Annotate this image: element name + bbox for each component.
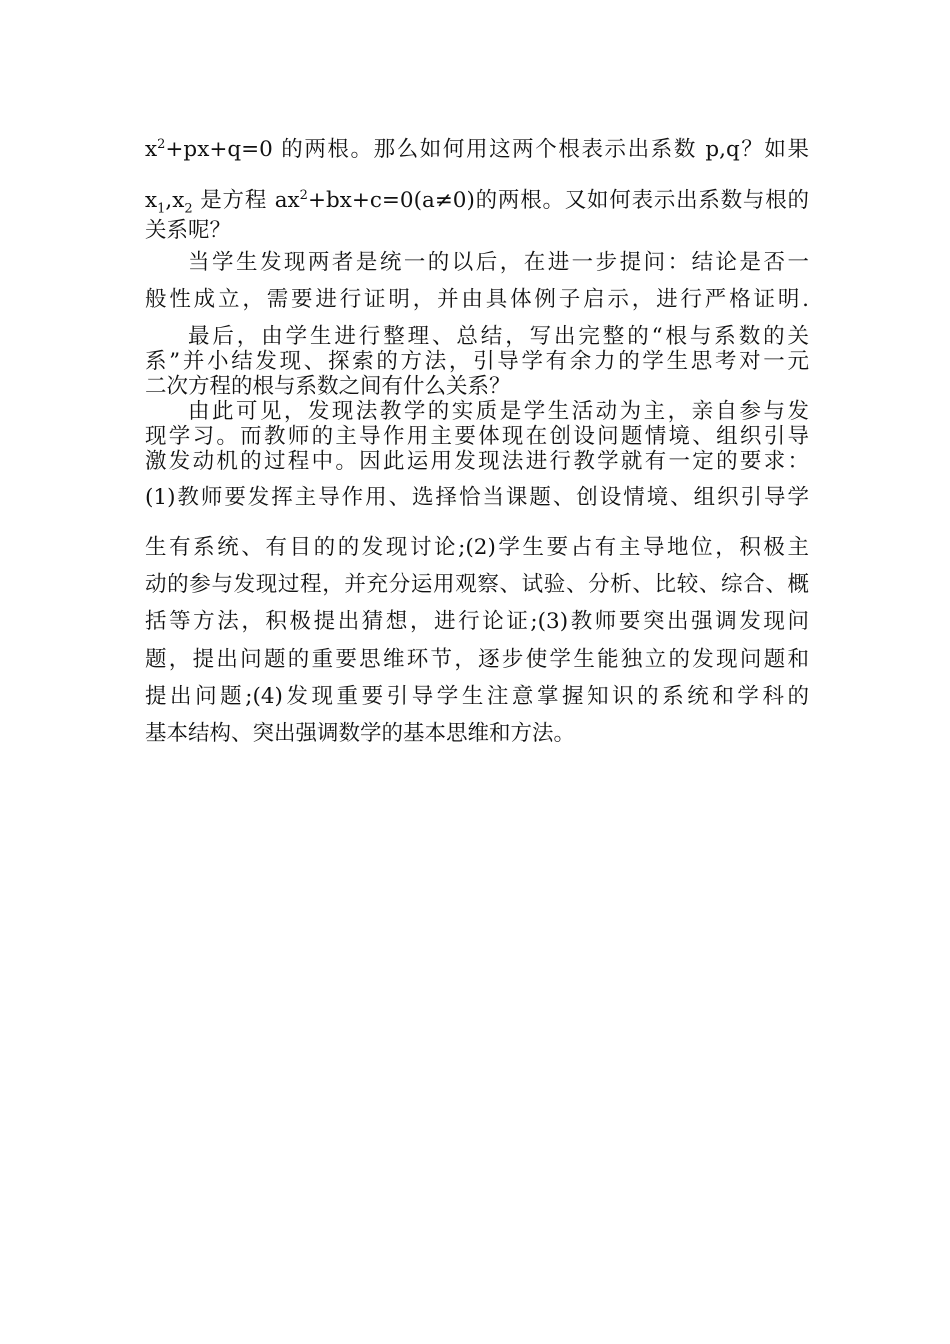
text-segment: ,x (165, 188, 185, 213)
para3-line2: 系”并小结发现、探索的方法，引导学有余力的学生思考对一元 (145, 349, 809, 374)
text-segment: +px+q=0 的两根。那么如何用这两个根表示出系数 p,q？如果 (165, 137, 809, 162)
para5-line1: (1)教师要发挥主导作用、选择恰当课题、创设情境、组织引导学 (145, 485, 809, 510)
para1-line1 (145, 137, 809, 163)
subscript: 2 (184, 201, 193, 217)
para5-line6: 提出问题;(4)发现重要引导学生注意掌握知识的系统和学科的 (145, 684, 809, 709)
para5-line5: 题，提出问题的重要思维环节，逐步使学生能独立的发现问题和 (145, 647, 809, 672)
subscript: 1 (157, 201, 166, 217)
para5-line7: 基本结构、突出强调数学的基本思维和方法。 (145, 721, 576, 746)
superscript: 2 (299, 187, 308, 203)
para1-line2 (145, 187, 809, 217)
para2-line1: 当学生发现两者是统一的以后，在进一步提问：结论是否一 (188, 250, 809, 275)
para5-line4: 括等方法，积极提出猜想，进行论证;(3)教师要突出强调发现问 (145, 609, 809, 634)
text-segment: x (145, 137, 158, 162)
para5-line3: 动的参与发现过程，并充分运用观察、试验、分析、比较、综合、概 (145, 572, 809, 597)
para3-line1: 最后，由学生进行整理、总结，写出完整的“根与系数的关 (188, 324, 809, 349)
para4-line2: 现学习。而教师的主导作用主要体现在创设问题情境、组织引导 (145, 424, 809, 449)
para2-line2: 般性成立，需要进行证明，并由具体例子启示，进行严格证明. (145, 287, 809, 312)
superscript: 2 (157, 136, 166, 152)
para4-line3: 激发动机的过程中。因此运用发现法进行教学就有一定的要求： (145, 449, 809, 474)
text-segment: 是方程 ax (192, 188, 300, 213)
para4-line1: 由此可见，发现法教学的实质是学生活动为主，亲自参与发 (188, 399, 809, 424)
para3-line3: 二次方程的根与系数之间有什么关系？ (145, 374, 511, 399)
para5-line2: 生有系统、有目的的发现讨论;(2)学生要占有主导地位，积极主 (145, 535, 809, 560)
para1-line3: 关系呢？ (145, 218, 232, 243)
text-segment: x (145, 188, 158, 213)
text-segment: +bx+c=0(a≠0)的两根。又如何表示出系数与根的 (307, 188, 809, 213)
